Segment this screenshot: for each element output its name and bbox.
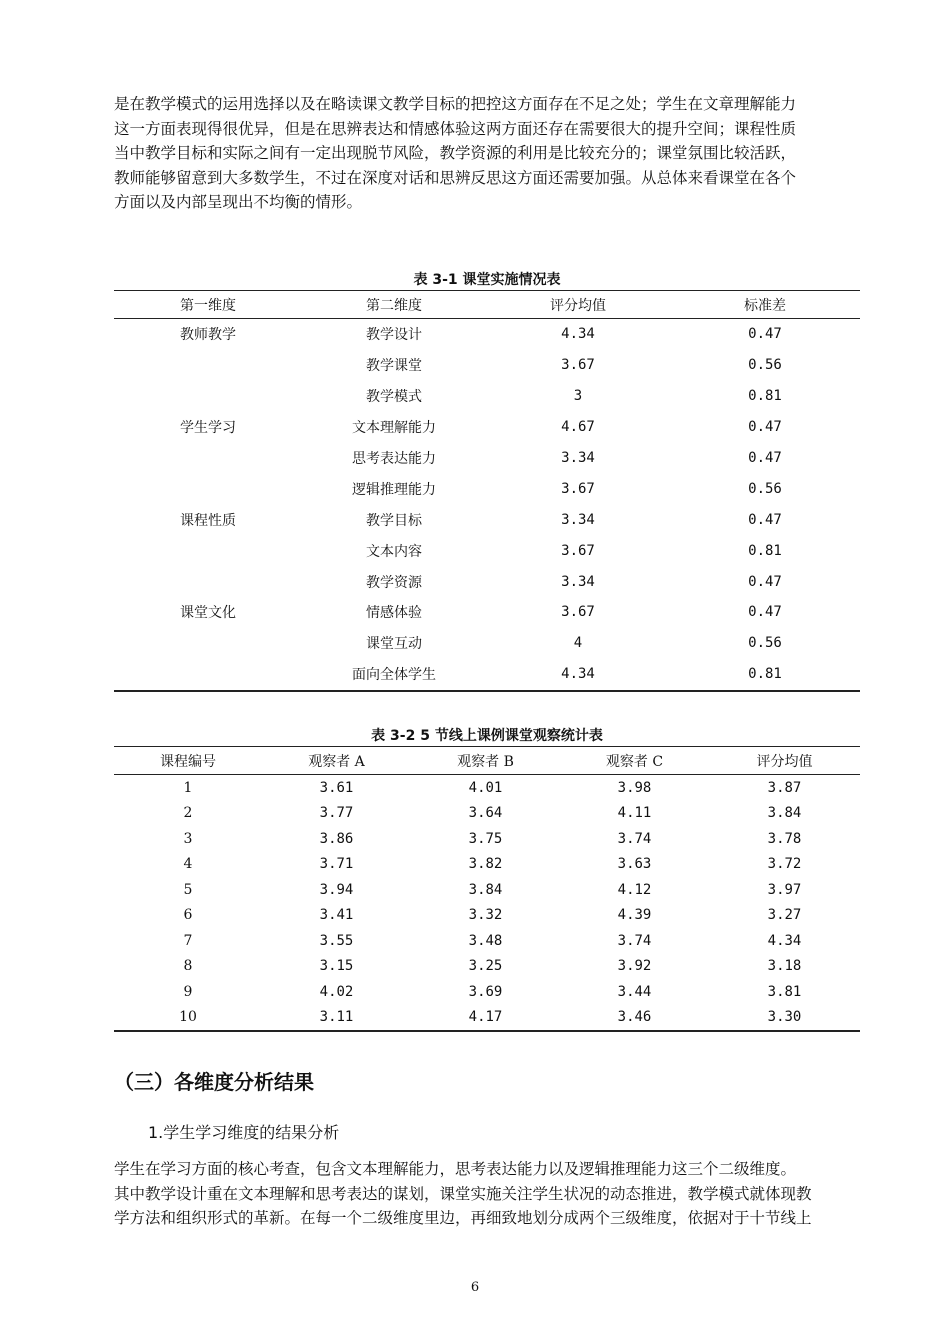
table-cell: 2 xyxy=(183,805,193,822)
table-cell: 3.67 xyxy=(561,480,595,497)
table-cell: 3.34 xyxy=(561,511,595,528)
text-line: 方面以及内部呈现出不均衡的情形。 xyxy=(114,193,363,211)
table-cell: 3.74 xyxy=(617,830,652,847)
table-cell: 4.34 xyxy=(767,932,802,949)
table-row xyxy=(114,504,860,535)
table-cell: 3.61 xyxy=(319,779,354,796)
table-cell xyxy=(114,628,302,659)
table-cell: 0.47 xyxy=(748,419,782,436)
table-cell xyxy=(114,566,302,597)
table-row xyxy=(114,566,860,597)
table-cell: 3.75 xyxy=(468,830,503,847)
table-row xyxy=(114,877,860,903)
intro-paragraph xyxy=(114,92,860,215)
table-cell: 3.86 xyxy=(319,830,354,847)
table-row xyxy=(114,928,860,954)
classroom-implementation-table xyxy=(114,290,860,692)
table-cell: 3.67 xyxy=(561,357,595,374)
table-cell: 3.25 xyxy=(468,958,503,975)
table-cell: 文本理解能力 xyxy=(352,420,436,437)
table-row xyxy=(114,597,860,628)
table-cell: 教学目标 xyxy=(366,512,422,529)
table-cell: 3.77 xyxy=(319,805,354,822)
table-row xyxy=(114,628,860,659)
table-cell: 10 xyxy=(179,1009,197,1026)
table-cell: 9 xyxy=(183,983,193,1000)
table-cell: 0.47 xyxy=(748,511,782,528)
table-cell: 4.11 xyxy=(617,805,652,822)
table-cell: 4.34 xyxy=(561,326,595,343)
text-line: 学生在学习方面的核心考查，包含文本理解能力，思考表达能力以及逻辑推理能力这三个二级维度。 xyxy=(114,1160,797,1178)
table-row xyxy=(114,319,860,350)
table-cell: 0.47 xyxy=(748,450,782,466)
page-number: 6 xyxy=(470,1280,480,1295)
table-cell: 4.39 xyxy=(617,907,652,924)
table-cell: 3.30 xyxy=(767,1009,802,1026)
table-cell: 3.97 xyxy=(767,881,802,898)
table-cell: 教学资源 xyxy=(366,574,422,591)
table-cell: 学生学习 xyxy=(180,420,236,437)
table-cell: 3.18 xyxy=(767,958,802,975)
table-row xyxy=(114,1005,860,1032)
table-cell: 面向全体学生 xyxy=(352,667,436,684)
column-header: 第一维度 xyxy=(114,291,302,319)
table-cell: 3.64 xyxy=(468,805,503,822)
table-cell: 3.67 xyxy=(561,542,595,559)
table-cell: 逻辑推理能力 xyxy=(352,481,436,498)
table-cell: 3.71 xyxy=(319,856,354,873)
table-cell: 思考表达能力 xyxy=(352,451,436,467)
table-cell: 3.44 xyxy=(617,983,652,1000)
body-paragraph xyxy=(114,1157,860,1231)
table-cell: 3.84 xyxy=(767,805,802,822)
table-cell: 3.69 xyxy=(468,983,503,1000)
table-cell: 3.15 xyxy=(319,958,354,975)
table-cell: 3.94 xyxy=(319,881,354,898)
table-cell: 3.46 xyxy=(617,1009,652,1026)
table-cell: 3.81 xyxy=(767,983,802,1000)
text-line: 其中教学设计重在文本理解和思考表达的谋划，课堂实施关注学生状况的动态推进，教学模式就体现教 xyxy=(114,1184,812,1203)
table-cell: 1 xyxy=(183,779,193,796)
table-cell xyxy=(114,473,302,504)
table-cell: 3.87 xyxy=(767,779,802,796)
table-cell: 教师教学 xyxy=(180,327,236,344)
table-cell: 4.17 xyxy=(468,1009,503,1026)
table-cell xyxy=(114,535,302,566)
table-cell xyxy=(114,381,302,412)
table-cell: 情感体验 xyxy=(366,605,422,622)
table-cell: 3.63 xyxy=(617,856,652,873)
table-cell: 4.01 xyxy=(468,779,503,796)
table-cell: 0.81 xyxy=(748,666,782,683)
table1-caption: 表 3-1 课堂实施情况表 xyxy=(413,272,561,288)
table-cell: 0.56 xyxy=(748,480,782,497)
table-cell: 0.56 xyxy=(748,357,782,374)
table-cell: 5 xyxy=(183,881,193,898)
table-row xyxy=(114,801,860,827)
table-cell: 教学设计 xyxy=(366,327,422,344)
table-cell: 0.56 xyxy=(748,635,782,652)
table-cell: 3.84 xyxy=(468,881,503,898)
table-cell: 3.98 xyxy=(617,779,652,796)
table-row xyxy=(114,659,860,691)
table-cell: 0.47 xyxy=(748,604,782,621)
table-cell: 课堂互动 xyxy=(366,636,422,653)
table-row xyxy=(114,826,860,852)
table-row xyxy=(114,412,860,443)
table2-caption: 表 3-2 5 节线上课例课堂观察统计表 xyxy=(371,728,603,744)
table-cell: 文本内容 xyxy=(366,543,422,560)
table-cell: 3.34 xyxy=(561,450,595,466)
observation-statistics-table xyxy=(114,746,860,1032)
table-cell: 3.55 xyxy=(319,932,354,949)
table-cell: 课堂文化 xyxy=(180,605,236,622)
table-cell: 3.11 xyxy=(319,1009,354,1026)
text-line: 当中教学目标和实际之间有一定出现脱节风险，教学资源的利用是比较充分的；课堂氛围比较活跃， xyxy=(114,144,797,162)
table-cell: 3.48 xyxy=(468,932,503,949)
table-row xyxy=(114,852,860,878)
table-cell: 3.67 xyxy=(561,604,595,621)
table-cell xyxy=(114,443,302,474)
table-cell: 3.82 xyxy=(468,856,503,873)
table-cell: 3.32 xyxy=(468,907,503,924)
table-cell xyxy=(114,659,302,691)
table-row xyxy=(114,350,860,381)
table-cell: 4.67 xyxy=(561,419,595,436)
table-cell: 0.47 xyxy=(748,573,782,590)
section-heading: （三）各维度分析结果 xyxy=(114,1070,314,1094)
table-cell: 课程性质 xyxy=(180,512,236,529)
table-row xyxy=(114,535,860,566)
table-cell: 3.74 xyxy=(617,932,652,949)
column-header: 评分均值 xyxy=(709,747,860,775)
table-cell: 4 xyxy=(573,635,583,652)
table-cell: 教学模式 xyxy=(366,389,422,406)
table-row xyxy=(114,775,860,801)
table-cell: 4.34 xyxy=(561,666,595,683)
table-cell: 0.81 xyxy=(748,542,782,559)
text-line: 教师能够留意到大多数学生，不过在深度对话和思辨反思这方面还需要加强。从总体来看课堂在各个 xyxy=(114,168,797,187)
table-cell: 3.78 xyxy=(767,830,802,847)
table-row xyxy=(114,381,860,412)
table-cell: 3.27 xyxy=(767,907,802,924)
table-cell: 4.12 xyxy=(617,881,652,898)
table-cell: 3 xyxy=(183,830,193,847)
table-row xyxy=(114,979,860,1005)
column-header: 观察者 C xyxy=(560,747,709,775)
table-cell: 0.47 xyxy=(748,326,782,343)
table-cell: 0.81 xyxy=(748,388,782,405)
table-cell: 7 xyxy=(183,932,193,949)
table-cell: 8 xyxy=(183,958,193,975)
table-cell: 6 xyxy=(183,907,193,924)
table-row xyxy=(114,443,860,474)
column-header: 课程编号 xyxy=(114,747,262,775)
table-cell: 3.92 xyxy=(617,958,652,975)
subsection-heading: 1.学生学习维度的结果分析 xyxy=(148,1123,340,1142)
table-cell: 3.41 xyxy=(319,907,354,924)
table-row xyxy=(114,903,860,929)
column-header: 观察者 A xyxy=(262,747,411,775)
table-cell: 3.34 xyxy=(561,573,595,590)
column-header: 评分均值 xyxy=(486,291,670,319)
text-line: 是在教学模式的运用选择以及在略读课文教学目标的把控这方面存在不足之处；学生在文章理解能力 xyxy=(114,95,797,113)
table-cell: 3.72 xyxy=(767,856,802,873)
column-header: 观察者 B xyxy=(411,747,560,775)
table-cell: 4.02 xyxy=(319,983,354,1000)
table-row xyxy=(114,954,860,980)
table-cell: 4 xyxy=(183,856,193,873)
table-row xyxy=(114,473,860,504)
column-header: 标准差 xyxy=(670,291,860,319)
table-cell: 3 xyxy=(573,388,583,405)
table-cell xyxy=(114,350,302,381)
text-line: 这一方面表现得很优异，但是在思辨表达和情感体验这两方面还存在需要很大的提升空间；课程性质 xyxy=(114,119,797,138)
text-line: 学方法和组织形式的革新。在每一个二级维度里边，再细致地划分成两个三级维度，依据对于十节线上 xyxy=(114,1209,812,1227)
table-cell: 教学课堂 xyxy=(366,358,422,375)
column-header: 第二维度 xyxy=(302,291,486,319)
